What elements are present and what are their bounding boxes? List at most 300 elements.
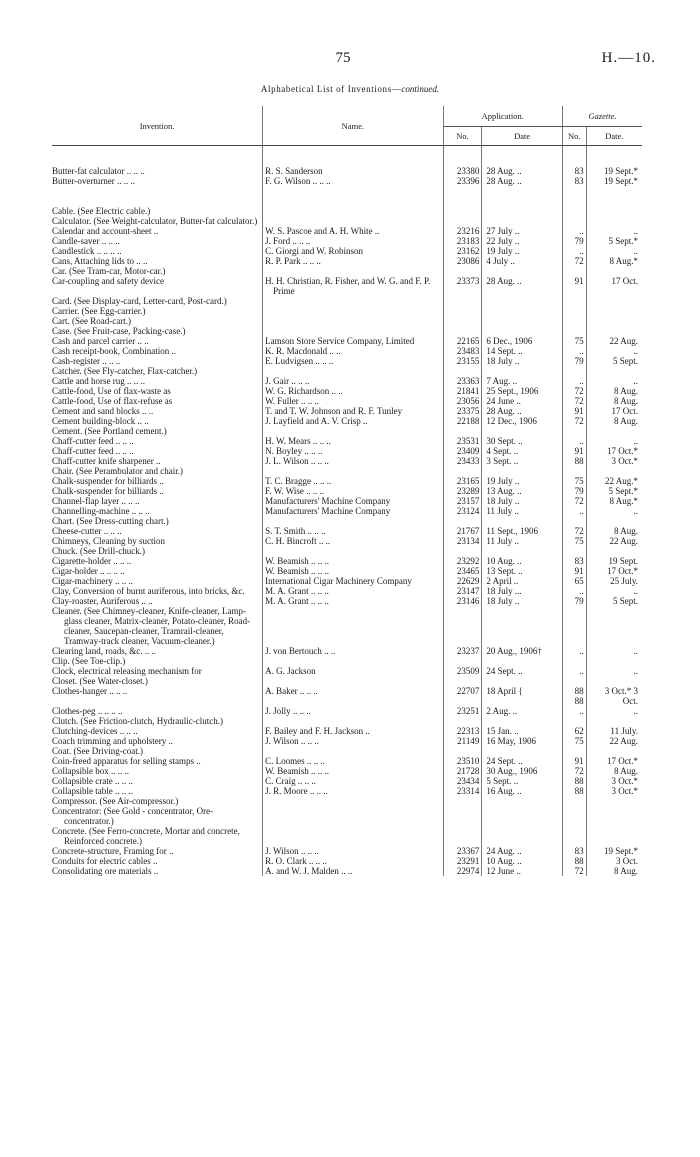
name-cell: [263, 576, 444, 586]
application-date-text: 16 Aug. ..: [486, 786, 522, 796]
gazette-number-cell: [562, 336, 586, 346]
gazette-number-text: 72: [574, 416, 584, 426]
gazette-date-text: 3 Oct.*: [611, 456, 638, 466]
application-number-cell: [443, 766, 482, 776]
name-cell: [263, 806, 444, 826]
invention-cell: [52, 346, 263, 356]
gazette-date-cell: [586, 606, 642, 646]
name-cell: [263, 476, 444, 486]
invention-text: Cable. (See Electric cable.): [52, 206, 151, 216]
invention-text: Car. (See Tram-car, Motor-car.): [52, 266, 166, 276]
gazette-number-text: 79: [574, 596, 584, 606]
gazette-date-cell: [586, 416, 642, 426]
gazette-number-cell: [562, 326, 586, 336]
application-number-cell: [443, 306, 482, 316]
name-text: J. Wilson .. .. ..: [265, 736, 319, 746]
gazette-date-text: 17 Oct.: [611, 406, 638, 416]
application-number-cell: [443, 786, 482, 796]
invention-text: Car-coupling and safety device: [52, 276, 165, 286]
invention-text: Calculator. (See Weight-calculator, Butter-fat calculator.): [52, 216, 258, 226]
gazette-date-text: ..: [633, 376, 638, 386]
gazette-date-text: 5 Sept.*: [608, 236, 638, 246]
invention-cell: [52, 506, 263, 516]
application-number-cell: [443, 236, 482, 246]
application-number-text: 23465: [456, 566, 480, 576]
gazette-number-cell: [562, 476, 586, 486]
name-text: N. Boyley .. .. ..: [265, 446, 323, 456]
gazette-date-text: 5 Sept.: [612, 356, 638, 366]
table-row: [52, 666, 642, 676]
gazette-date-cell: [586, 716, 642, 726]
gazette-date-cell: [586, 746, 642, 756]
invention-cell: [52, 716, 263, 726]
gazette-number-cell: [562, 296, 586, 306]
column-header-gazette: Gazette.: [562, 106, 642, 127]
gazette-date-cell: [586, 436, 642, 446]
application-date-cell: [482, 266, 563, 276]
application-number-text: 23157: [456, 496, 480, 506]
table-row: [52, 356, 642, 366]
application-number-cell: [443, 266, 482, 276]
gazette-date-cell: [586, 476, 642, 486]
name-text: F. G. Wilson .. .. ..: [265, 176, 331, 186]
application-date-cell: [482, 586, 563, 596]
gazette-number-cell: [562, 736, 586, 746]
name-cell: [263, 776, 444, 786]
application-date-cell: [482, 676, 563, 686]
gazette-date-cell: [586, 826, 642, 846]
invention-cell: [52, 806, 263, 826]
gazette-date-cell: [586, 176, 642, 186]
gazette-number-cell: [562, 586, 586, 596]
table-row: [52, 746, 642, 756]
invention-cell: [52, 226, 263, 236]
gazette-date-cell: [586, 656, 642, 666]
gazette-number-text: ..: [579, 506, 584, 516]
name-cell: [263, 546, 444, 556]
invention-cell: [52, 356, 263, 366]
name-cell: [263, 716, 444, 726]
invention-cell: [52, 466, 263, 476]
name-cell: [263, 676, 444, 686]
gazette-date-cell: [586, 556, 642, 566]
application-number-text: 21767: [456, 526, 480, 536]
invention-cell: [52, 846, 263, 856]
invention-text: Conduits for electric cables ..: [52, 856, 158, 866]
invention-text: Concrete. (See Ferro-concrete, Mortar and concrete, Reinforced concrete.): [52, 826, 240, 846]
gazette-number-text: 75: [574, 476, 584, 486]
invention-cell: [52, 536, 263, 546]
gazette-date-cell: [586, 306, 642, 316]
name-cell: [263, 166, 444, 176]
gazette-number-text: 72: [574, 256, 584, 266]
gazette-number-cell: [562, 186, 586, 206]
gazette-number-cell: [562, 236, 586, 246]
invention-cell: [52, 546, 263, 556]
gazette-number-cell: [562, 376, 586, 386]
gazette-date-cell: [586, 856, 642, 866]
gazette-date-cell: [586, 646, 642, 656]
invention-text: Compressor. (See Air-compressor.): [52, 796, 179, 806]
name-text: J. Jolly .. .. ..: [265, 706, 311, 716]
application-date-cell: [482, 776, 563, 786]
application-date-text: 19 July ..: [486, 476, 520, 486]
invention-cell: [52, 646, 263, 656]
application-date-cell: [482, 356, 563, 366]
application-date-cell: [482, 606, 563, 646]
gazette-date-text: 3 Oct.*: [611, 776, 638, 786]
table-title-main: Alphabetical List of Inventions—: [260, 84, 402, 94]
name-text: R. O. Clark .. .. ..: [265, 856, 327, 866]
application-date-cell: [482, 386, 563, 396]
gazette-date-cell: [586, 296, 642, 306]
gazette-number-cell: [562, 306, 586, 316]
column-header-application-date: Date: [482, 127, 563, 146]
invention-cell: [52, 826, 263, 846]
gazette-date-cell: [586, 506, 642, 516]
name-cell: [263, 376, 444, 386]
gazette-number-text: 91: [574, 406, 584, 416]
application-date-cell: [482, 276, 563, 296]
table-row: [52, 476, 642, 486]
application-date-cell: [482, 376, 563, 386]
gazette-number-cell: [562, 536, 586, 546]
gazette-number-text: ..: [579, 706, 584, 716]
application-number-text: 23375: [456, 406, 480, 416]
application-date-cell: [482, 316, 563, 326]
application-number-cell: [443, 676, 482, 686]
gazette-date-cell: [586, 546, 642, 556]
table-row: [52, 326, 642, 336]
gazette-number-text: 83: [574, 846, 584, 856]
application-date-cell: [482, 146, 563, 167]
name-text: International Cigar Machinery Company: [265, 576, 412, 586]
invention-cell: [52, 216, 263, 226]
invention-text: Clutch. (See Friction-clutch, Hydraulic-clutch.): [52, 716, 223, 726]
invention-cell: [52, 756, 263, 766]
name-cell: [263, 506, 444, 516]
application-number-cell: [443, 756, 482, 766]
gazette-date-text: 3 Oct.* 3 Oct.: [604, 686, 638, 706]
name-cell: [263, 316, 444, 326]
table-row: [52, 276, 642, 296]
invention-cell: [52, 746, 263, 756]
application-date-text: 22 July ..: [486, 236, 520, 246]
application-number-text: 23056: [456, 396, 480, 406]
application-number-cell: [443, 506, 482, 516]
name-text: T. C. Bragge .. .. ..: [265, 476, 332, 486]
table-row: [52, 496, 642, 506]
gazette-number-text: ..: [579, 666, 584, 676]
name-text: C. H. Bincroft .. ..: [265, 536, 331, 546]
gazette-number-cell: [562, 146, 586, 167]
application-number-cell: [443, 656, 482, 666]
invention-cell: [52, 676, 263, 686]
gazette-date-cell: [586, 496, 642, 506]
invention-cell: [52, 336, 263, 346]
gazette-number-cell: [562, 226, 586, 236]
name-text: C. Giorgi and W. Robinson: [265, 246, 363, 256]
invention-cell: [52, 576, 263, 586]
name-text: W. Beamish .. .. ..: [265, 556, 330, 566]
application-number-cell: [443, 186, 482, 206]
invention-text: Cigar-holder .. .. .. ..: [52, 566, 125, 576]
application-date-text: 28 Aug. ..: [486, 276, 522, 286]
invention-text: Chair. (See Perambulator and chair.): [52, 466, 183, 476]
application-date-cell: [482, 346, 563, 356]
gazette-date-cell: [586, 726, 642, 736]
application-number-cell: [443, 166, 482, 176]
application-number-cell: [443, 806, 482, 826]
table-row: [52, 706, 642, 716]
gazette-number-cell: [562, 766, 586, 776]
gazette-number-cell: [562, 356, 586, 366]
name-cell: [263, 516, 444, 526]
name-text: A. G. Jackson: [265, 666, 316, 676]
invention-cell: [52, 426, 263, 436]
gazette-date-text: 19 Sept.: [608, 556, 638, 566]
application-number-cell: [443, 576, 482, 586]
invention-text: Card. (See Display-card, Letter-card, Post-card.): [52, 296, 227, 306]
application-number-text: 21841: [456, 386, 480, 396]
gazette-number-cell: [562, 606, 586, 646]
application-number-cell: [443, 536, 482, 546]
gazette-date-text: 19 Sept.*: [603, 166, 638, 176]
table-row: [52, 316, 642, 326]
table-row: [52, 686, 642, 706]
invention-cell: [52, 276, 263, 296]
application-date-text: 28 Aug. ..: [486, 406, 522, 416]
invention-text: Chuck. (See Drill-chuck.): [52, 546, 145, 556]
gazette-number-text: 91: [574, 756, 584, 766]
invention-cell: [52, 436, 263, 446]
application-date-cell: [482, 736, 563, 746]
application-number-cell: [443, 546, 482, 556]
name-text: J. Layfield and A. V. Crisp ..: [265, 416, 368, 426]
application-date-cell: [482, 436, 563, 446]
invention-text: Cheese-cutter .. .. ..: [52, 526, 122, 536]
application-date-text: 7 Aug. ..: [486, 376, 518, 386]
application-number-cell: [443, 216, 482, 226]
application-number-cell: [443, 596, 482, 606]
gazette-number-text: 91: [574, 446, 584, 456]
application-date-text: 11 July ..: [486, 536, 519, 546]
gazette-number-cell: [562, 756, 586, 766]
application-date-text: 18 April {: [486, 686, 523, 696]
application-date-cell: [482, 336, 563, 346]
gazette-number-cell: [562, 796, 586, 806]
name-cell: [263, 466, 444, 476]
invention-text: Channel-flap layer .. .. ..: [52, 496, 140, 506]
gazette-date-cell: [586, 736, 642, 746]
application-number-cell: [443, 476, 482, 486]
gazette-number-text: ..: [579, 246, 584, 256]
gazette-number-cell: [562, 346, 586, 356]
invention-cell: [52, 496, 263, 506]
invention-text: Cattle and horse rug .. .. ..: [52, 376, 145, 386]
gazette-date-cell: [586, 336, 642, 346]
name-text: W. Beamish .. .. ..: [265, 766, 330, 776]
name-text: F. Bailey and F. H. Jackson ..: [265, 726, 370, 736]
table-row: [52, 486, 642, 496]
gazette-date-cell: [586, 786, 642, 796]
application-number-text: 23363: [456, 376, 480, 386]
invention-cell: [52, 176, 263, 186]
gazette-number-cell: [562, 206, 586, 216]
gazette-date-cell: [586, 346, 642, 356]
gazette-number-cell: [562, 566, 586, 576]
invention-text: Cans, Attaching lids to .. ..: [52, 256, 148, 266]
application-date-text: 11 July ..: [486, 506, 519, 516]
invention-cell: [52, 386, 263, 396]
table-row: [52, 766, 642, 776]
gazette-date-text: 17 Oct.*: [607, 566, 638, 576]
table-row: [52, 856, 642, 866]
table-row: [52, 566, 642, 576]
gazette-date-cell: [586, 466, 642, 476]
invention-text: Coin-freed apparatus for selling stamps ..: [52, 756, 201, 766]
invention-text: Cash-register .. .. ..: [52, 356, 121, 366]
application-date-cell: [482, 516, 563, 526]
gazette-number-cell: [562, 416, 586, 426]
invention-text: Chimneys, Cleaning by suction: [52, 536, 165, 546]
gazette-number-cell: [562, 826, 586, 846]
application-date-cell: [482, 846, 563, 856]
application-number-text: 22974: [456, 866, 480, 876]
gazette-date-cell: [586, 326, 642, 336]
invention-cell: [52, 596, 263, 606]
application-date-text: 28 Aug. ..: [486, 176, 522, 186]
invention-text: Calendar and account-sheet ..: [52, 226, 159, 236]
invention-text: Case. (See Fruit-case, Packing-case.): [52, 326, 186, 336]
gazette-date-cell: [586, 586, 642, 596]
gazette-date-cell: [586, 566, 642, 576]
invention-text: Collapsible table .. .. ..: [52, 786, 133, 796]
gazette-number-cell: [562, 466, 586, 476]
gazette-number-cell: [562, 716, 586, 726]
name-cell: [263, 146, 444, 167]
invention-text: Candle-saver .. .. ..: [52, 236, 120, 246]
gazette-date-text: ..: [633, 436, 638, 446]
application-date-cell: [482, 296, 563, 306]
gazette-date-text: 8 Aug.: [613, 526, 638, 536]
name-cell: [263, 706, 444, 716]
gazette-number-text: 91: [574, 566, 584, 576]
name-cell: [263, 346, 444, 356]
invention-cell: [52, 406, 263, 416]
application-number-text: 23409: [456, 446, 480, 456]
invention-cell: [52, 326, 263, 336]
gazette-number-cell: [562, 686, 586, 706]
name-cell: [263, 416, 444, 426]
application-number-cell: [443, 206, 482, 216]
application-number-text: 22313: [456, 726, 480, 736]
invention-text: Cement building-block .. ..: [52, 416, 149, 426]
name-cell: [263, 496, 444, 506]
name-cell: [263, 296, 444, 306]
gazette-number-text: 91: [574, 276, 584, 286]
invention-text: Clothes-peg .. .. .. ..: [52, 706, 123, 716]
application-date-cell: [482, 826, 563, 846]
gazette-number-cell: [562, 576, 586, 586]
name-text: J. von Bertouch .. ..: [265, 646, 336, 656]
name-text: C. Loomes .. .. ..: [265, 756, 325, 766]
application-number-text: 23146: [456, 596, 480, 606]
application-date-cell: [482, 766, 563, 776]
gazette-number-cell: [562, 556, 586, 566]
gazette-number-text: 72: [574, 496, 584, 506]
application-date-text: 13 Sept. ..: [486, 566, 523, 576]
gazette-number-text: 75: [574, 536, 584, 546]
gazette-date-text: 17 Oct.: [611, 276, 638, 286]
application-date-text: 18 July ..: [486, 356, 520, 366]
application-number-cell: [443, 856, 482, 866]
application-date-text: 14 Sept. ..: [486, 346, 523, 356]
invention-text: Concrete-structure, Framing for ..: [52, 846, 174, 856]
gazette-number-cell: [562, 676, 586, 686]
gazette-date-cell: [586, 526, 642, 536]
application-date-cell: [482, 686, 563, 706]
gazette-number-cell: [562, 436, 586, 446]
name-text: H. W. Mears .. .. ..: [265, 436, 331, 446]
name-cell: [263, 656, 444, 666]
invention-cell: [52, 416, 263, 426]
invention-cell: [52, 246, 263, 256]
invention-cell: [52, 166, 263, 176]
gazette-number-text: 75: [574, 336, 584, 346]
name-text: J. Ford .. .. ..: [265, 236, 311, 246]
gazette-number-cell: [562, 846, 586, 856]
name-cell: [263, 646, 444, 656]
gazette-date-text: 17 Oct.*: [607, 756, 638, 766]
gazette-date-text: 19 Sept.*: [603, 176, 638, 186]
application-number-text: 23289: [456, 486, 480, 496]
table-title-continued: continued.: [401, 84, 440, 94]
application-date-text: 18 July ..: [486, 496, 520, 506]
gazette-number-cell: [562, 666, 586, 676]
application-date-text: 2 April ..: [486, 576, 519, 586]
invention-cell: [52, 586, 263, 596]
application-date-cell: [482, 426, 563, 436]
name-text: W. Beamish .. .. ..: [265, 566, 330, 576]
application-date-cell: [482, 576, 563, 586]
application-number-cell: [443, 526, 482, 536]
gazette-number-text: ..: [579, 346, 584, 356]
application-number-cell: [443, 566, 482, 576]
application-date-text: 20 Aug., 1906†: [486, 646, 542, 656]
invention-text: Clothes-hanger .. .. ..: [52, 686, 128, 696]
application-number-cell: [443, 356, 482, 366]
application-date-cell: [482, 596, 563, 606]
invention-text: Clearing land, roads, &c. .. ..: [52, 646, 156, 656]
gazette-number-text: 79: [574, 486, 584, 496]
application-number-cell: [443, 496, 482, 506]
invention-text: Cement. (See Portland cement.): [52, 426, 167, 436]
table-row: [52, 506, 642, 516]
invention-cell: [52, 236, 263, 246]
name-cell: [263, 746, 444, 756]
gazette-date-text: 8 Aug.*: [609, 496, 638, 506]
inventions-table: [52, 106, 642, 876]
name-cell: [263, 736, 444, 746]
gazette-number-text: ..: [579, 646, 584, 656]
gazette-number-text: 88: [574, 456, 584, 466]
invention-text: Cigarette-holder .. .. ..: [52, 556, 132, 566]
gazette-date-text: 17 Oct.*: [607, 446, 638, 456]
name-cell: [263, 366, 444, 376]
invention-cell: [52, 856, 263, 866]
application-date-cell: [482, 556, 563, 566]
